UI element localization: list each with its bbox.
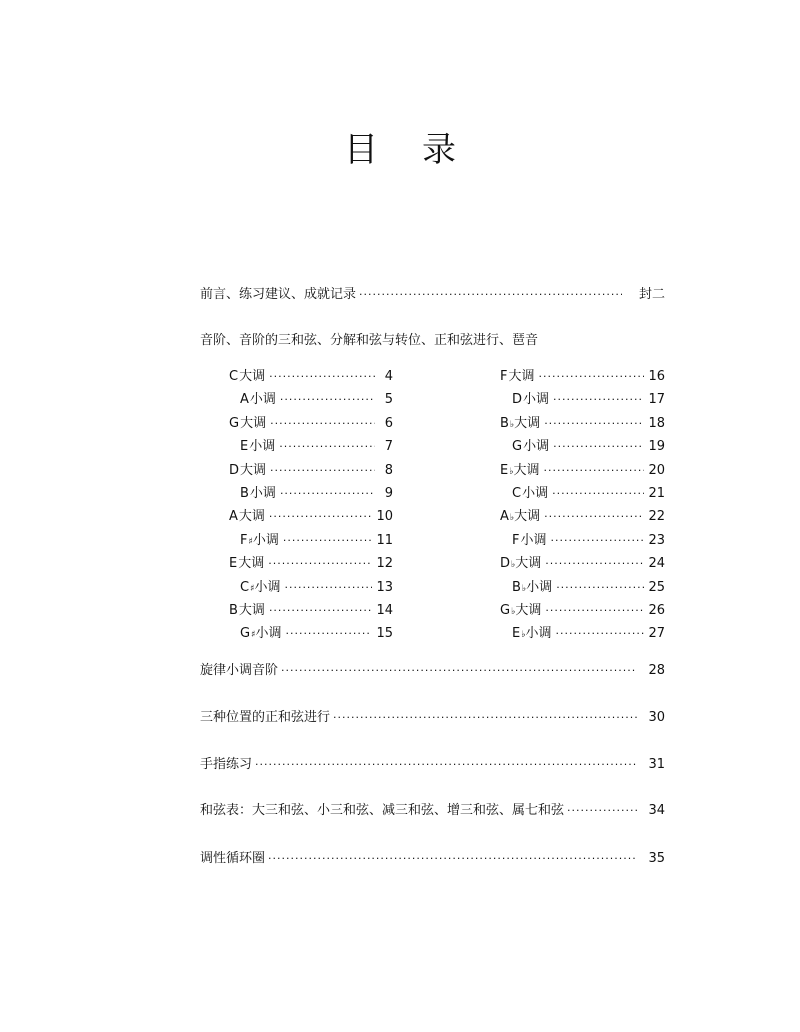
toc-entry-key[interactable] <box>240 435 393 453</box>
key-type: 小调 <box>523 439 550 455</box>
entry-page: 22 <box>648 509 665 525</box>
dot-leader <box>553 393 644 406</box>
accidental-icon: ♭ <box>511 560 516 571</box>
toc-entry-key[interactable] <box>229 412 393 430</box>
key-type: 大调 <box>239 369 266 384</box>
dot-leader <box>269 510 373 523</box>
toc-entry-key[interactable] <box>512 576 665 594</box>
entry-label: 三种位置的正和弦进行 <box>200 710 331 725</box>
key-note: A <box>229 509 238 525</box>
key-note: E <box>512 626 521 642</box>
toc-entry-key[interactable] <box>512 388 665 406</box>
toc-entry-key[interactable] <box>240 388 393 406</box>
entry-page: 30 <box>648 710 665 725</box>
entry-page: 18 <box>648 415 665 431</box>
key-type: 大调 <box>513 462 540 478</box>
key-note: F <box>500 369 508 384</box>
dot-leader <box>268 852 637 865</box>
accidental-icon: ♭ <box>511 607 516 617</box>
entry-page: 9 <box>384 486 393 501</box>
toc-entry-key[interactable] <box>229 599 393 617</box>
dot-leader <box>279 440 375 453</box>
entry-page: 15 <box>376 626 393 642</box>
toc-entry-key[interactable] <box>500 552 665 570</box>
toc-entry-key[interactable] <box>500 599 665 617</box>
key-type: 大调 <box>238 556 265 572</box>
key-note: F <box>240 532 248 548</box>
dot-leader <box>268 557 372 570</box>
dot-leader <box>545 604 644 617</box>
dot-leader <box>543 464 644 477</box>
entry-page: 28 <box>648 663 665 678</box>
key-note: C <box>240 579 250 595</box>
dot-leader <box>556 581 644 594</box>
toc-entry-key[interactable] <box>240 482 393 500</box>
key-note: B <box>512 579 521 595</box>
entry-page: 6 <box>384 415 393 431</box>
entry-page: 8 <box>384 462 393 478</box>
entry-page: 25 <box>648 579 665 595</box>
key-type: 大调 <box>238 603 265 618</box>
dot-leader <box>269 370 375 383</box>
key-type: 小调 <box>520 532 547 548</box>
toc-entry[interactable] <box>200 847 665 865</box>
entry-page: 13 <box>376 579 393 595</box>
entry-page: 21 <box>648 486 665 501</box>
entry-page: 34 <box>648 803 665 818</box>
entry-page: 26 <box>648 603 665 618</box>
dot-leader <box>280 393 375 406</box>
entry-page: 19 <box>648 439 665 455</box>
entry-page: 16 <box>648 369 665 384</box>
entry-page: 35 <box>648 851 665 866</box>
key-note: F <box>512 532 520 548</box>
entry-page: 4 <box>384 369 393 384</box>
accidental-icon: ♭ <box>521 630 526 641</box>
toc-entry-key[interactable] <box>500 365 665 383</box>
key-note: C <box>512 486 522 501</box>
dot-leader <box>567 804 637 817</box>
key-type: 小调 <box>252 532 279 548</box>
key-note: E <box>240 439 249 455</box>
dot-leader <box>255 758 637 771</box>
key-note: E <box>229 556 238 572</box>
accidental-icon: ♯ <box>250 583 255 594</box>
key-note: A <box>240 392 249 408</box>
key-note: C <box>229 369 239 384</box>
key-type: 小调 <box>522 486 549 501</box>
dot-leader <box>280 487 375 500</box>
toc-entry-key[interactable] <box>240 622 393 640</box>
accidental-icon: ♯ <box>251 630 256 641</box>
key-note: B <box>500 415 509 431</box>
entry-page: 27 <box>648 626 665 642</box>
key-type: 小调 <box>525 626 552 642</box>
entry-label: 和弦表：大三和弦、小三和弦、减三和弦、增三和弦、属七和弦 <box>200 803 565 818</box>
toc-entry-key[interactable] <box>229 505 393 523</box>
key-type: 大调 <box>515 603 542 618</box>
entry-label: 手指练习 <box>200 757 253 772</box>
key-note: D <box>229 462 240 478</box>
toc-entry-key[interactable] <box>229 459 393 477</box>
entry-page: 24 <box>648 556 665 572</box>
key-type: 小调 <box>249 392 276 408</box>
dot-leader <box>283 534 373 547</box>
entry-page: 20 <box>648 462 665 478</box>
toc-entry-key[interactable] <box>500 505 665 523</box>
dot-leader <box>285 627 372 640</box>
entry-page: 11 <box>376 532 393 548</box>
accidental-icon: ♭ <box>509 419 515 430</box>
toc-entry-key[interactable] <box>512 529 665 547</box>
toc-entry-front[interactable] <box>200 283 665 301</box>
key-note: B <box>229 603 238 618</box>
toc-entry-key[interactable] <box>500 459 665 477</box>
key-note: G <box>240 626 251 642</box>
toc-entry[interactable] <box>200 799 665 817</box>
dot-leader <box>270 464 375 477</box>
dot-leader <box>539 370 645 383</box>
entry-page: 12 <box>376 556 393 572</box>
key-type: 小调 <box>255 626 282 642</box>
dot-leader <box>359 288 622 301</box>
toc-entry-key[interactable] <box>229 365 393 383</box>
key-type: 大调 <box>514 509 541 525</box>
toc-entry[interactable] <box>200 659 665 677</box>
toc-entry-key[interactable] <box>229 552 393 570</box>
dot-leader <box>545 557 644 570</box>
key-note: E <box>500 462 509 478</box>
key-type: 大调 <box>508 369 535 384</box>
key-type: 大调 <box>240 462 267 478</box>
accidental-icon: ♭ <box>509 466 514 477</box>
title-char: 录 <box>422 130 456 170</box>
entry-page: 31 <box>648 757 665 772</box>
dot-leader <box>284 581 372 594</box>
key-note: G <box>229 415 240 431</box>
key-note: D <box>500 556 511 572</box>
toc-entry-key[interactable] <box>240 576 393 594</box>
page-title <box>0 122 800 171</box>
accidental-icon: ♭ <box>521 583 527 594</box>
key-type: 小调 <box>249 439 276 455</box>
key-type: 小调 <box>526 579 553 595</box>
dot-leader <box>269 604 373 617</box>
key-type: 小调 <box>254 579 281 595</box>
dot-leader <box>270 417 375 430</box>
key-note: A <box>500 509 509 525</box>
toc-entry-key[interactable] <box>512 482 665 500</box>
dot-leader <box>553 440 644 453</box>
entry-page: 23 <box>648 532 665 548</box>
entry-page: 10 <box>376 509 393 525</box>
dot-leader <box>544 417 644 430</box>
key-note: B <box>240 486 249 501</box>
key-type: 小调 <box>523 392 550 408</box>
key-note: G <box>512 439 523 455</box>
key-type: 大调 <box>514 415 541 431</box>
key-note: G <box>500 603 511 618</box>
toc-entry-key[interactable] <box>512 622 665 640</box>
accidental-icon: ♯ <box>248 536 253 547</box>
dot-leader <box>555 627 644 640</box>
title-char: 目 <box>344 130 378 170</box>
entry-page: 7 <box>384 439 393 455</box>
dot-leader <box>544 510 644 523</box>
entry-label: 调性循环圈 <box>200 851 266 866</box>
dot-leader <box>281 664 637 677</box>
entry-page: 14 <box>376 603 393 618</box>
toc-entry[interactable] <box>200 706 665 724</box>
accidental-icon: ♭ <box>509 513 515 524</box>
key-type: 大调 <box>238 509 265 525</box>
entry-page: 封二 <box>638 287 665 302</box>
toc-entry-key[interactable] <box>240 529 393 547</box>
key-type: 大调 <box>240 415 267 431</box>
entry-page: 17 <box>648 392 665 408</box>
key-type: 小调 <box>249 486 276 501</box>
dot-leader <box>333 711 637 724</box>
dot-leader <box>552 487 644 500</box>
section-heading: 音阶、音阶的三和弦、分解和弦与转位、正和弦进行、琶音 <box>200 333 539 348</box>
entry-page: 5 <box>384 392 393 408</box>
toc-entry-key[interactable] <box>512 435 665 453</box>
entry-label: 前言、练习建议、成就记录 <box>200 287 357 302</box>
toc-entry-key[interactable] <box>500 412 665 430</box>
dot-leader <box>551 534 645 547</box>
key-note: D <box>512 392 523 408</box>
entry-label: 旋律小调音阶 <box>200 663 279 678</box>
toc-entry[interactable] <box>200 753 665 771</box>
key-type: 大调 <box>515 556 542 572</box>
